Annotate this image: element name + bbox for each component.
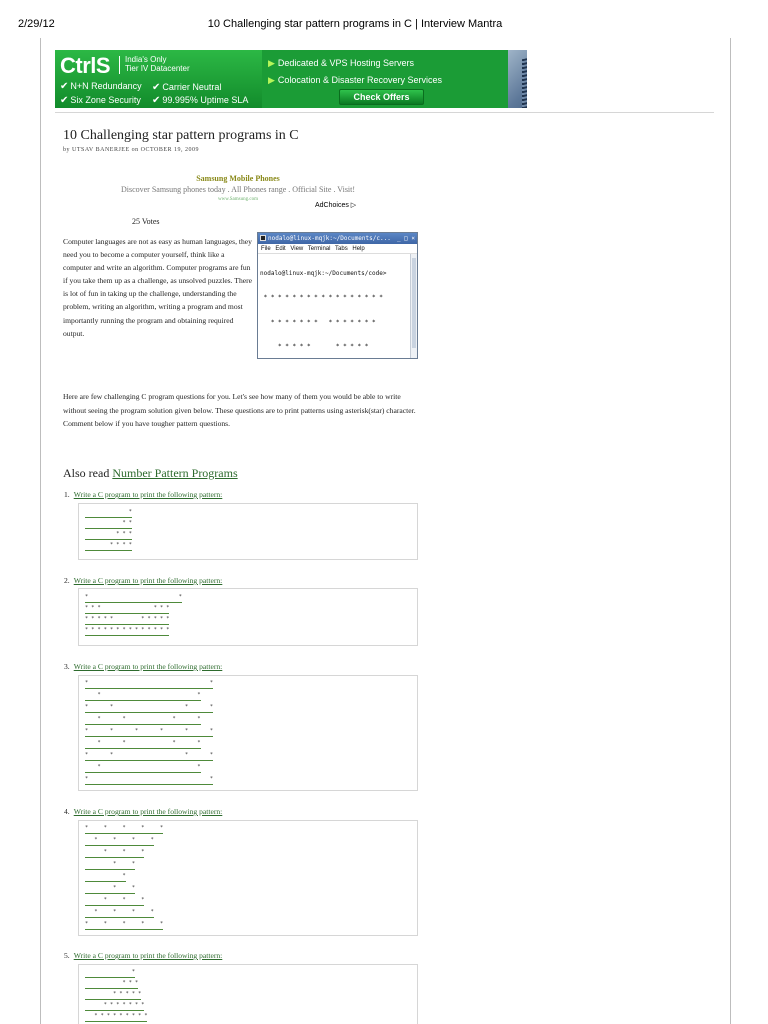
question-title: [64, 490, 222, 499]
banner-service: ▶ Colocation & Disaster Recovery Services: [268, 75, 442, 85]
pattern-row: * * * *: [85, 715, 201, 725]
terminal-title: nodalo@linux-mqjk:~/Documents/c...: [268, 235, 391, 242]
pattern-row: *: [85, 508, 132, 518]
check-icon: ✔: [152, 95, 161, 106]
terminal-output: [258, 254, 417, 358]
question-number: 1.: [64, 490, 70, 499]
pattern-row: * *: [85, 593, 182, 603]
banner-feature: ✔ N+N Redundancy: [60, 81, 142, 92]
check-icon: ✔: [60, 95, 69, 106]
terminal-line: * * * * * * * * * *: [260, 343, 369, 351]
banner-logo: CtrlS: [60, 53, 111, 78]
pattern-row: * * * *: [85, 751, 213, 761]
pattern-row: * * *: [85, 896, 144, 906]
terminal-line: * * * * * * * * * * * * * *: [260, 318, 376, 326]
terminal-titlebar: [258, 233, 417, 244]
tagline-line: Tier IV Datacenter: [125, 64, 190, 73]
question-number: 5.: [64, 951, 70, 960]
banner-ad[interactable]: [55, 50, 527, 108]
pattern-row: * *: [85, 860, 135, 870]
pattern-row: * * *: [85, 530, 132, 540]
pattern-row: * * * * * *: [85, 727, 213, 737]
pattern-row: * * * * * * * * * * * * * *: [85, 626, 169, 636]
pattern-row: * * * *: [85, 739, 201, 749]
check-icon: ✔: [60, 81, 69, 92]
pattern-row: * *: [85, 691, 201, 701]
adchoices-link[interactable]: AdChoices ▷: [315, 202, 357, 209]
pattern-row: * *: [85, 775, 213, 785]
pattern-box: [78, 820, 418, 936]
banner-services-panel: [262, 50, 508, 108]
question-number: 2.: [64, 576, 70, 585]
check-offers-button[interactable]: Check Offers: [339, 89, 424, 105]
banner-tagline: [125, 55, 190, 73]
banner-feature: ✔ Carrier Neutral: [152, 82, 222, 93]
pattern-row: * *: [85, 519, 132, 529]
pattern-row: * * *: [85, 848, 144, 858]
pattern-row: * * * * * * * * *: [85, 1012, 147, 1022]
terminal-line: nodalo@linux-mqjk:~/Documents/code>: [260, 270, 387, 278]
text-ad-url[interactable]: www.Samsung.com: [218, 197, 258, 202]
print-date: 2/29/12: [18, 18, 55, 30]
question-link[interactable]: Write a C program to print the following pattern:: [73, 951, 223, 960]
pattern-row: *: [85, 968, 135, 978]
question-title: [64, 807, 222, 816]
question-number: 4.: [64, 807, 70, 816]
text-ad-body: Discover Samsung phones today . All Phones range . Official Site . Visit!: [120, 185, 356, 194]
question-link[interactable]: Write a C program to print the following pattern:: [73, 807, 223, 816]
pattern-box: [78, 675, 418, 791]
page-border: [730, 38, 731, 1024]
post-title: 10 Challenging star pattern programs in C: [63, 128, 299, 143]
banner-brand-panel: [55, 50, 262, 108]
text-ad-title[interactable]: Samsung Mobile Phones: [196, 174, 280, 183]
question-number: 3.: [64, 662, 70, 671]
pattern-row: * *: [85, 679, 213, 689]
pattern-row: * * * *: [85, 908, 154, 918]
terminal-line: * * * * * * * * * * * * * * * * *: [260, 294, 383, 302]
number-pattern-link[interactable]: Number Pattern Programs: [112, 466, 238, 480]
question-title: [64, 576, 222, 585]
window-controls: _ □ ×: [396, 235, 415, 242]
banner-feature: ✔ Six Zone Security: [60, 95, 141, 106]
pattern-row: * * *: [85, 979, 138, 989]
question-link[interactable]: Write a C program to print the following pattern:: [73, 576, 223, 585]
pattern-row: * *: [85, 763, 201, 773]
intro-paragraph: Computer languages are not as easy as human languages, they need you to become a computer yourself, think like a computer and write an algorithm. Computer programs are fun if you take them up as a challenge, as unsolved puzzles. There is lot of fun in taking up the challenge, understanding the problem, writing an algorithm, writing a program and most importantly running the program and obtaining required output.: [63, 237, 253, 338]
print-page-title: 10 Challenging star pattern programs in C | Interview Mantra: [207, 18, 503, 30]
question-link[interactable]: Write a C program to print the following pattern:: [73, 662, 223, 671]
banner-building-image: [508, 50, 527, 108]
banner-feature: ✔ 99.995% Uptime SLA: [152, 95, 249, 106]
terminal-screenshot: [257, 232, 418, 359]
pattern-row: * * * *: [85, 541, 132, 551]
vote-count: 25 Votes: [132, 217, 160, 226]
also-read-label: Also read: [63, 466, 110, 480]
pattern-row: *: [85, 872, 126, 882]
pattern-row: * * * * * * *: [85, 1001, 144, 1011]
question-link[interactable]: Write a C program to print the following pattern:: [73, 490, 223, 499]
building-graphic: [522, 51, 527, 108]
pattern-box: [78, 503, 418, 560]
terminal-icon: [260, 235, 266, 241]
check-icon: ✔: [152, 82, 161, 93]
body-paragraph: Here are few challenging C program questions for you. Let's see how many of them you would be able to write without seeing the program solution given below. These questions are to print patterns using asterisk(star) character. Comment below if you have tougher pattern questions.: [63, 392, 416, 428]
pattern-box: [78, 588, 418, 646]
divider: [119, 56, 120, 74]
post-byline: by UTSAV BANERJEE on OCTOBER 19, 2009: [63, 147, 200, 153]
page-border: [40, 38, 41, 1024]
banner-service: ▶ Dedicated & VPS Hosting Servers: [268, 58, 414, 68]
terminal-scrollbar: [410, 254, 417, 358]
scrollbar-thumb: [412, 258, 416, 348]
pattern-row: * * * * * * * * * *: [85, 615, 169, 625]
arrow-right-icon: ▶: [268, 75, 275, 85]
print-header: [0, 18, 768, 34]
also-read: [63, 466, 238, 481]
arrow-right-icon: ▶: [268, 58, 275, 68]
pattern-row: * *: [85, 884, 135, 894]
pattern-box: [78, 964, 418, 1024]
pattern-row: * * * *: [85, 836, 154, 846]
tagline-line: India's Only: [125, 55, 167, 64]
question-title: [64, 662, 222, 671]
terminal-menubar: File Edit View Terminal Tabs Help: [258, 244, 417, 254]
pattern-row: * * * * *: [85, 990, 141, 1000]
pattern-row: * * * *: [85, 703, 213, 713]
pattern-row: * * * * *: [85, 920, 163, 930]
divider: [55, 112, 714, 113]
pattern-row: * * * * * *: [85, 604, 169, 614]
pattern-row: * * * * *: [85, 824, 163, 834]
question-title: [64, 951, 222, 960]
